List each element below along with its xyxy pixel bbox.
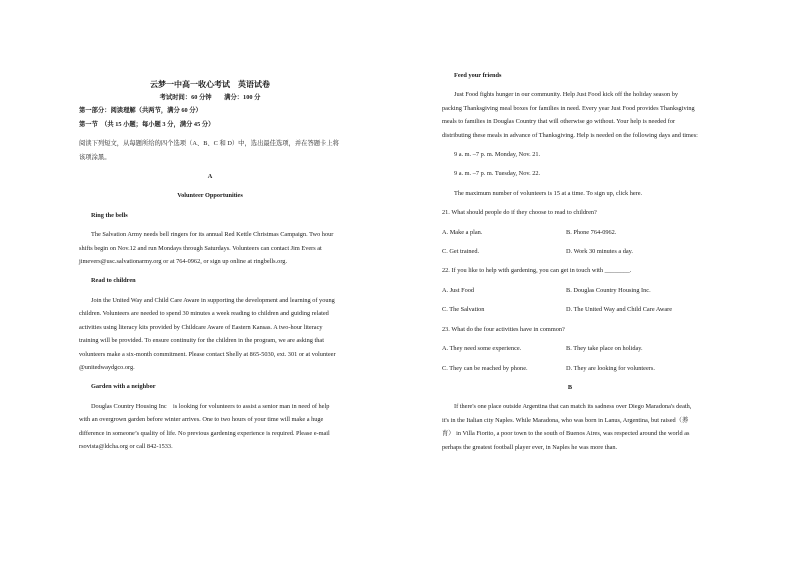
option: B. They take place on holiday. bbox=[566, 345, 643, 353]
option: C. They can be reached by phone. bbox=[442, 364, 528, 372]
question-stem: 21. What should people do if they choose to read to children? bbox=[442, 209, 597, 217]
part-heading: 第一部分：阅读理解（共两节，满分 60 分） bbox=[79, 107, 202, 115]
time-slot: 9 a. m. –7 p. m. Monday, Nov. 21. bbox=[454, 151, 541, 159]
section-body-garden: Douglas Country Housing Inc is looking for volunteers to assist a senior man in need of help with an overgrown garden before winter arrives. One to two hours of your time will make a huge difference in someone’s quality of life. No previous gardening experience is required. Please e-mail rsovista@ldcha.org or call 842-1533. bbox=[79, 402, 330, 450]
option: B. Douglas Country Housing Inc. bbox=[566, 286, 651, 294]
option-row bbox=[442, 303, 698, 316]
time-slot: 9 a. m. –7 p. m. Tuesday, Nov. 22. bbox=[454, 170, 541, 178]
exam-info: 考试时间：60 分钟 满分：100 分 bbox=[159, 94, 261, 101]
option: A. Just Food bbox=[442, 286, 475, 294]
passage-a-letter: A bbox=[207, 173, 213, 181]
section-heading-garden: Garden with a neighbor bbox=[91, 383, 156, 391]
section-body-ring-bells: The Salvation Army needs bell ringers for its annual Red Kettle Christmas Campaign. Two hour shifts begin on Nov.12 and run Mondays through Saturdays. Volunteers can contact Jim Evers at jimevers@usc.salvationarmy.org or at 764-0962, or sign up online at ringbells.org. bbox=[79, 231, 334, 266]
section-heading-ring-bells: Ring the bells bbox=[91, 211, 128, 219]
section-heading: 第一节 （共 15 小题；每小题 3 分，满分 45 分） bbox=[79, 120, 215, 128]
closing-note: The maximum number of volunteers is 15 at a time. To sign up, click here. bbox=[454, 189, 643, 197]
option-row bbox=[442, 245, 698, 258]
exam-title: 云梦一中高一收心考试 英语试卷 bbox=[150, 80, 270, 89]
passage-b-body: If there's one place outside Argentina that can match its sadness over Diego Maradona's death, it's in the Italian city Naples. While Maradona, who was born in Lanus, Argentina, but raised（养育） in Villa Fiorito, a poor town to the south of Buenos Aires, was respected around the world as perhaps the greatest football player ever, in Naples he was more than. bbox=[442, 403, 692, 451]
section-heading-feed-friends: Feed your friends bbox=[454, 72, 502, 79]
option-row bbox=[442, 226, 698, 239]
option: D. The United Way and Child Care Aware bbox=[566, 306, 673, 314]
passage-a-title: Volunteer Opportunities bbox=[177, 192, 243, 200]
option-row bbox=[442, 362, 698, 375]
option: A. Make a plan. bbox=[442, 228, 483, 236]
option: D. Work 30 minutes a day. bbox=[566, 248, 633, 256]
option: A. They need some experience. bbox=[442, 345, 522, 353]
question-stem: 22. If you like to help with gardening, you can get in touch with ________. bbox=[442, 267, 632, 275]
option: D. They are looking for volunteers. bbox=[566, 364, 655, 372]
right-column bbox=[442, 69, 698, 454]
directions: 阅读下列短文，从每题所给的四个选项（A、B、C 和 D）中，选出最佳选项，并在答题卡上将该项涂黑。 bbox=[79, 140, 339, 161]
option: C. Get trained. bbox=[442, 248, 480, 256]
section-body-feed-friends: Just Food fights hunger in our community. Help Just Food kick off the holiday season by packing Thanksgiving meal boxes for families in need. Every year Just Food provides Thanksgiving meals to families in Douglas Country that will otherwise go without. Your help is needed for distributing these meals in advance of Thanksgiving. Help is needed on the following days and times: bbox=[442, 91, 698, 139]
option-row bbox=[442, 342, 698, 355]
section-heading-read-children: Read to children bbox=[91, 277, 136, 285]
section-body-read-children: Join the United Way and Child Care Aware in supporting the development and learning of young children. Volunteers are needed to spend 30 minutes a week reading to children and guiding related activities using literacy kits provided by Childcare Aware of Eastern Kansas. A two-hour literacy training will be provided. To ensure continuity for the children in the program, we are asking that volunteers make a six-month commitment. Please contact Shelly at 865-5030, ext. 301 or at volunteer @unitedwaydgco.org. bbox=[79, 296, 336, 371]
left-column bbox=[79, 79, 341, 453]
passage-b-letter: B bbox=[567, 383, 573, 391]
option: C. The Salvation bbox=[442, 306, 485, 314]
option-row bbox=[442, 284, 698, 297]
option: B. Phone 764-0962. bbox=[566, 228, 617, 236]
question-stem: 23. What do the four activities have in common? bbox=[442, 325, 565, 333]
